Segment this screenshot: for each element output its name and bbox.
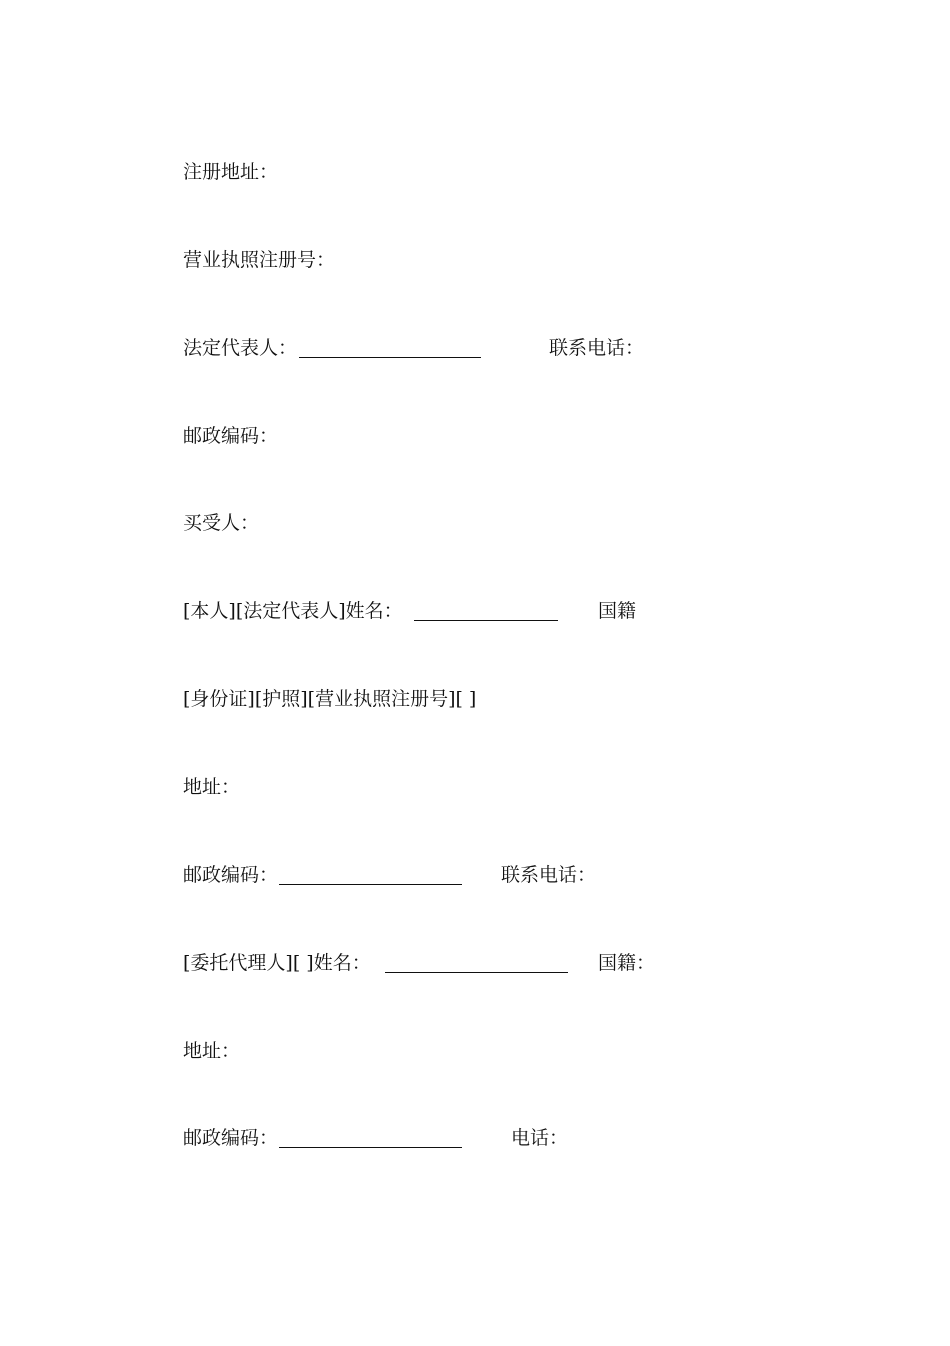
buyer-phone-label: 联系电话： bbox=[501, 864, 597, 886]
agent-nationality-label: 国籍： bbox=[598, 952, 656, 974]
agent-address-label: 地址： bbox=[183, 1040, 241, 1062]
buyer-postcode-label: 邮政编码： bbox=[183, 864, 279, 886]
buyer-nationality-label: 国籍 bbox=[598, 600, 637, 622]
seller-phone-label: 联系电话： bbox=[549, 337, 645, 359]
buyer-id-label: [身份证][护照][营业执照注册号][ ] bbox=[183, 688, 477, 710]
buyer-name-blank[interactable] bbox=[414, 620, 558, 621]
seller-license-label: 营业执照注册号： bbox=[183, 249, 336, 271]
agent-postcode-blank[interactable] bbox=[279, 1147, 462, 1148]
buyer-postcode-blank[interactable] bbox=[279, 884, 462, 885]
seller-rep-blank[interactable] bbox=[299, 357, 481, 358]
agent-name-blank[interactable] bbox=[385, 972, 568, 973]
seller-postcode-label: 邮政编码： bbox=[183, 425, 279, 447]
seller-rep-label: 法定代表人： bbox=[183, 337, 298, 359]
agent-postcode-label: 邮政编码： bbox=[183, 1127, 279, 1149]
buyer-title: 买受人： bbox=[183, 512, 260, 534]
agent-phone-label: 电话： bbox=[511, 1127, 569, 1149]
agent-name-label: [委托代理人][ ]姓名： bbox=[183, 952, 371, 974]
seller-address-label: 注册地址： bbox=[183, 161, 279, 183]
buyer-name-label: [本人][法定代表人]姓名： bbox=[183, 600, 403, 622]
buyer-address-label: 地址： bbox=[183, 776, 241, 798]
